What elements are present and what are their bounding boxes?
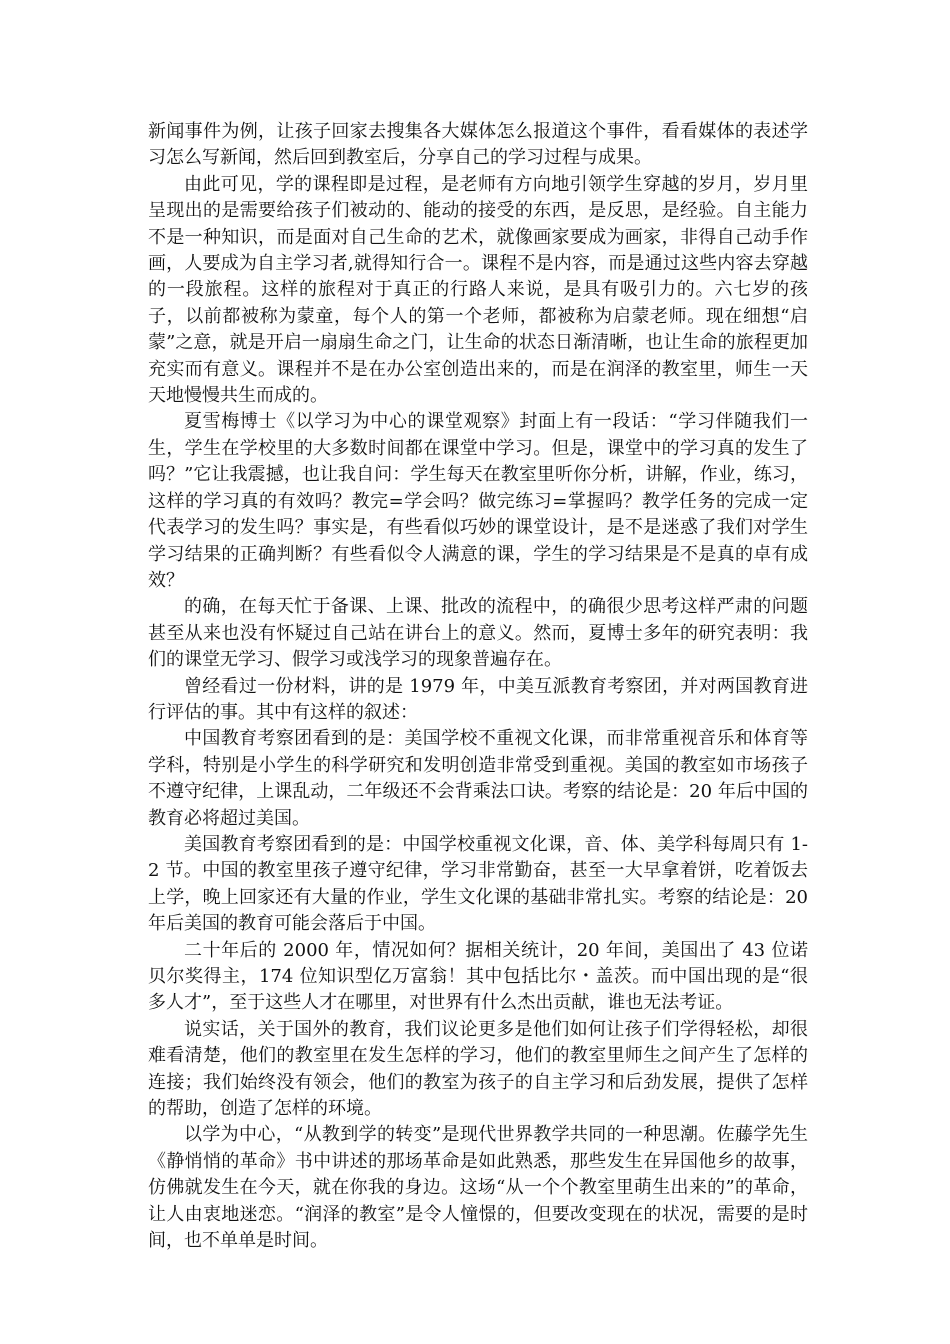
- paragraph-news-continuation: 新闻事件为例，让孩子回家去搜集各大媒体怎么报道这个事件，看看媒体的表述学习怎么写新闻，然后回到教室后，分享自己的学习过程与成果。: [148, 121, 808, 169]
- paragraph-curriculum-process: 由此可见，学的课程即是过程，是老师有方向地引领学生穿越的岁月，岁月里呈现出的是需要给孩子们被动的、能动的接受的东西，是反思，是经验。自主能力不是一种知识，而是面对自己生命的艺术，就像画家要成为画家，非得自己动手作画，人要成为自主学习者,就得知行合一。课程不是内容，而是通过这些内容去穿越的一段旅程。这样的旅程对于真正的行路人来说，是具有吸引力的。六七岁的孩子，以前都被称为蒙童，每个人的第一个老师，都被称为启蒙老师。现在细想“启蒙”之意，就是开启一扇扇生命之门，让生命的状态日渐清晰，也让生命的旅程更加充实而有意义。课程并不是在办公室创造出来的，而是在润泽的教室里，师生一天天地慢慢共生而成的。: [148, 173, 808, 407]
- document-body: [148, 119, 808, 1254]
- paragraph-quiet-revolution: 以学为中心，“从教到学的转变”是现代世界教学共同的一种思潮。佐藤学先生《静悄悄的革命》书中讲述的那场革命是如此熟悉，那些发生在异国他乡的故事，仿佛就发生在今天，就在你我的身边。这场“从一个个教室里萌生出来的”的革命，让人由衷地迷恋。“润泽的教室”是令人憧憬的，但要改变现在的状况，需要的是时间，也不单单是时间。: [148, 1124, 808, 1252]
- paragraph-classroom-observation: 夏雪梅博士《以学习为中心的课堂观察》封面上有一段话：“学习伴随我们一生，学生在学校里的大多数时间都在课堂中学习。但是，课堂中的学习真的发生了吗？”它让我震撼，也让我自问：学生每天在教室里听你分析，讲解，作业，练习，这样的学习真的有效吗？教完=学会吗？做完练习=掌握吗？教学任务的完成一定代表学习的发生吗？事实是，有些看似巧妙的课堂设计，是不是迷惑了我们对学生学习结果的正确判断？有些看似令人满意的课，学生的学习结果是不是真的卓有成效？: [148, 411, 808, 591]
- paragraph-chinese-delegation: 中国教育考察团看到的是：美国学校不重视文化课，而非常重视音乐和体育等学科，特别是小学生的科学研究和发明创造非常受到重视。美国的教室如市场孩子不遵守纪律，上课乱动，二年级还不会背乘法口诀。考察的结论是：20 年后中国的教育必将超过美国。: [148, 728, 808, 829]
- paragraph-reflection: 的确，在每天忙于备课、上课、批改的流程中，的确很少思考这样严肃的问题甚至从来也没有怀疑过自己站在讲台上的意义。然而，夏博士多年的研究表明：我们的课堂无学习、假学习或浅学习的现象普遍存在。: [148, 596, 808, 671]
- paragraph-american-delegation: 美国教育考察团看到的是：中国学校重视文化课，音、体、美学科每周只有 1-2 节。中国的教室里孩子遵守纪律，学习非常勤奋，甚至一大早拿着饼，吃着饭去上学，晚上回家还有大量的作业，学生文化课的基础非常扎实。考察的结论是：20 年后美国的教育可能会落后于中国。: [148, 833, 808, 935]
- paragraph-2000-outcome: 二十年后的 2000 年，情况如何？据相关统计，20 年间，美国出了 43 位诺贝尔奖得主，174 位知识型亿万富翁！其中包括比尔・盖茨。而中国出现的是“很多人才”，至于这些人才在哪里，对世界有什么杰出贡献，谁也无法考证。: [148, 939, 808, 1014]
- paragraph-1979-delegation: 曾经看过一份材料，讲的是 1979 年，中美互派教育考察团，并对两国教育进行评估的事。其中有这样的叙述：: [148, 675, 808, 723]
- paragraph-foreign-education: 说实话，关于国外的教育，我们议论更多是他们如何让孩子们学得轻松，却很难看清楚，他们的教室里在发生怎样的学习，他们的教室里师生之间产生了怎样的连接；我们始终没有领会，他们的教室为孩子的自主学习和后劲发展，提供了怎样的帮助，创造了怎样的环境。: [148, 1018, 808, 1120]
